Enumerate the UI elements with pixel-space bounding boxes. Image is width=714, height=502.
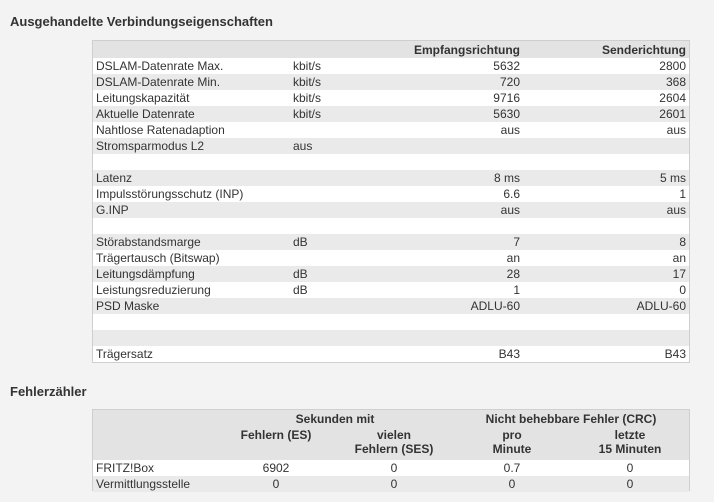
error-row-label: Vermittlungsstelle (96, 477, 191, 491)
row-unit (287, 250, 397, 266)
row-unit (287, 122, 397, 138)
row-send-value: B43 (664, 347, 686, 361)
error-col-15-line1: letzte (614, 428, 646, 442)
table-row (93, 186, 689, 202)
row-label: Trägertausch (Bitswap) (96, 251, 220, 265)
row-receive-value (397, 330, 523, 346)
error-ses-value: 0 (390, 461, 398, 475)
row-unit (287, 330, 397, 346)
error-col-ses-line1: vielen (376, 428, 412, 442)
row-receive-value: 28 (506, 267, 520, 281)
row-receive-value: 1 (513, 283, 520, 297)
table-row (93, 266, 689, 282)
row-label: Stromsparmodus L2 (96, 139, 205, 153)
table-row (93, 202, 689, 218)
row-unit: kbit/s (293, 91, 322, 105)
table-row (93, 314, 689, 330)
row-receive-value (397, 154, 523, 170)
row-receive-value (397, 218, 523, 234)
row-unit: dB (293, 267, 308, 281)
row-label: Impulsstörungsschutz (INP) (96, 187, 244, 201)
row-unit (287, 298, 397, 314)
row-unit (287, 154, 397, 170)
row-receive-value: 6.6 (503, 187, 520, 201)
row-unit: dB (293, 235, 308, 249)
row-unit (287, 346, 397, 362)
error-col-es (217, 428, 335, 460)
row-send-value: 368 (665, 75, 686, 89)
error-per-minute-value: 0 (508, 477, 516, 491)
error-last-15-value: 0 (626, 477, 634, 491)
row-send-value: ADLU-60 (636, 299, 686, 313)
row-receive-value: aus (500, 123, 520, 137)
error-ses-value: 0 (390, 477, 398, 491)
table-row (93, 476, 689, 492)
error-col-last-15 (571, 428, 689, 460)
row-label: DSLAM-Datenrate Max. (96, 59, 224, 73)
row-unit (287, 218, 397, 234)
table-row (93, 106, 689, 122)
row-send-value: an (672, 251, 686, 265)
row-receive-value: 7 (513, 235, 520, 249)
connection-section-title: Ausgehandelte Verbindungseigenschaften (10, 14, 273, 29)
row-send-value: 2604 (659, 91, 686, 105)
header-row (93, 41, 689, 58)
row-label: Trägersatz (96, 347, 153, 361)
row-receive-value (397, 138, 523, 154)
row-send-value: 17 (672, 267, 686, 281)
row-label: Leistungsreduzierung (96, 283, 211, 297)
row-unit (287, 314, 397, 330)
table-row (93, 74, 689, 90)
row-label: DSLAM-Datenrate Min. (96, 75, 221, 89)
row-send-value (523, 154, 689, 170)
row-unit (287, 186, 397, 202)
row-send-value: 1 (679, 187, 686, 201)
row-receive-value: 8 ms (493, 171, 520, 185)
row-receive-value (397, 314, 523, 330)
error-counter-panel (92, 409, 690, 491)
error-col-15-line2: 15 Minuten (598, 442, 662, 456)
row-label: Aktuelle Datenrate (96, 107, 195, 121)
errors-section-title: Fehlerzähler (10, 384, 87, 399)
row-label: Latenz (96, 171, 133, 185)
error-counter-table (93, 410, 689, 492)
row-label: Leitungsdämpfung (96, 267, 195, 281)
row-label (93, 314, 287, 330)
row-unit: kbit/s (293, 59, 322, 73)
error-row-label: FRITZ!Box (96, 461, 155, 475)
row-receive-value: ADLU-60 (470, 299, 520, 313)
row-send-value: 5 ms (659, 171, 686, 185)
error-es-value: 6902 (262, 461, 290, 475)
table-row (93, 170, 689, 186)
table-row (93, 154, 689, 170)
row-receive-value: 5630 (493, 107, 520, 121)
row-receive-value: aus (500, 203, 520, 217)
table-row (93, 282, 689, 298)
row-label: Störabstandsmarge (96, 235, 201, 249)
row-send-value: aus (666, 203, 686, 217)
row-unit (287, 170, 397, 186)
error-col-ses (335, 428, 453, 460)
table-row (93, 234, 689, 250)
row-send-value: 8 (679, 235, 686, 249)
connection-properties-panel (92, 40, 690, 363)
row-send-value: 2800 (659, 59, 686, 73)
header-label-empty (93, 41, 287, 58)
row-label: Nahtlose Ratenadaption (96, 123, 225, 137)
error-col-es-text: Fehlern (ES) (240, 428, 312, 442)
row-unit: kbit/s (293, 75, 322, 89)
header-send: Senderichtung (601, 42, 686, 57)
error-header-empty (93, 410, 217, 428)
error-header-empty-2 (93, 428, 217, 460)
table-row (93, 138, 689, 154)
row-send-value: 2601 (659, 107, 686, 121)
row-unit: dB (293, 283, 308, 297)
header-receive: Empfangsrichtung (413, 42, 520, 57)
row-unit: kbit/s (293, 107, 322, 121)
error-per-minute-value: 0.7 (503, 461, 521, 475)
row-receive-value: an (506, 251, 520, 265)
table-row (93, 330, 689, 346)
error-es-value: 0 (272, 477, 280, 491)
table-row (93, 58, 689, 74)
row-receive-value: 9716 (493, 91, 520, 105)
row-send-value (523, 314, 689, 330)
table-row (93, 460, 689, 476)
row-label (93, 218, 287, 234)
error-group-header-row (93, 410, 689, 428)
connection-properties-table (93, 41, 689, 362)
row-unit: aus (293, 139, 313, 153)
row-receive-value: 720 (499, 75, 520, 89)
error-col-ses-line2: Fehlern (SES) (354, 442, 434, 456)
row-receive-value: B43 (498, 347, 520, 361)
row-label (93, 330, 287, 346)
table-row (93, 298, 689, 314)
row-label (93, 154, 287, 170)
row-label: G.INP (96, 203, 129, 217)
row-send-value (523, 330, 689, 346)
error-group-seconds: Sekunden mit (295, 412, 375, 426)
header-unit-empty (287, 41, 397, 58)
row-receive-value: 5632 (493, 59, 520, 73)
error-column-header-row (93, 428, 689, 460)
error-col-min-line2: Minute (492, 442, 532, 456)
table-row (93, 218, 689, 234)
row-send-value: 0 (679, 283, 686, 297)
row-label: Leitungskapazität (96, 91, 190, 105)
table-row (93, 90, 689, 106)
error-col-min-line1: pro (502, 428, 522, 442)
table-row (93, 250, 689, 266)
row-send-value (523, 218, 689, 234)
table-row (93, 346, 689, 362)
table-row (93, 122, 689, 138)
row-unit (287, 202, 397, 218)
error-group-crc: Nicht behebbare Fehler (CRC) (485, 412, 657, 426)
error-last-15-value: 0 (626, 461, 634, 475)
row-send-value (523, 138, 689, 154)
row-label: PSD Maske (96, 299, 160, 313)
row-send-value: aus (666, 123, 686, 137)
error-col-per-minute (453, 428, 571, 460)
